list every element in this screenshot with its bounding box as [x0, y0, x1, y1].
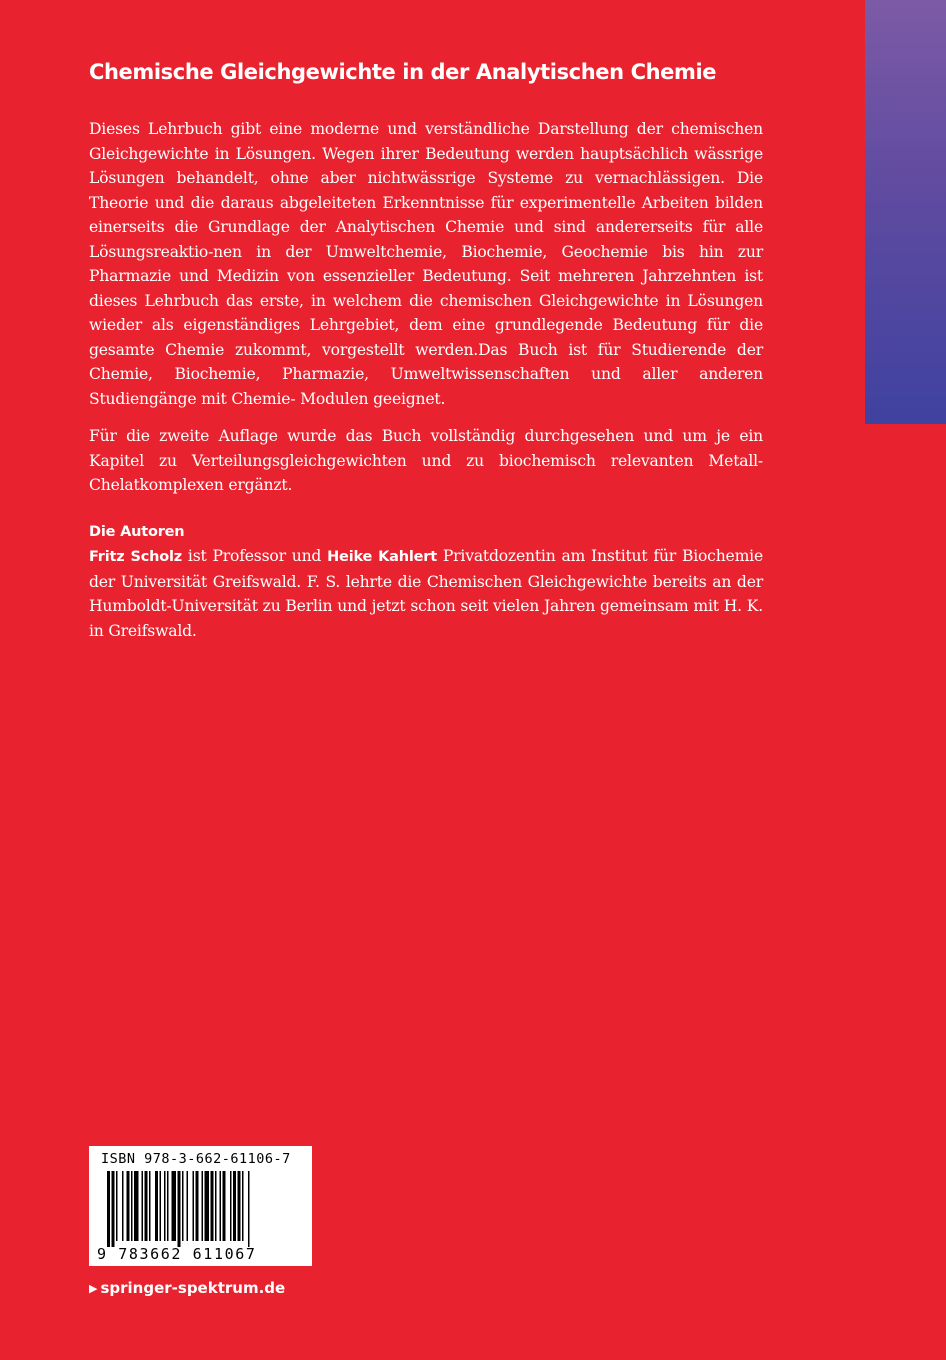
barcode-bar	[220, 1171, 222, 1241]
author-name-1: Fritz Scholz	[89, 549, 182, 565]
barcode-bar	[238, 1171, 241, 1241]
barcode-bar	[131, 1171, 133, 1241]
barcode-bar	[122, 1171, 124, 1241]
arrow-right-icon: ▶	[89, 1281, 98, 1295]
isbn-label: ISBN 978-3-662-61106-7	[101, 1151, 291, 1167]
description-body	[89, 117, 763, 656]
barcode-bar	[160, 1171, 162, 1241]
publisher-url-text: springer-spektrum.de	[100, 1279, 286, 1297]
authors-paragraph	[89, 544, 763, 643]
decorative-color-strip	[865, 0, 946, 424]
barcode-bar	[149, 1171, 151, 1241]
publisher-url[interactable]	[89, 1279, 285, 1297]
barcode-bar	[233, 1171, 236, 1241]
barcode-bar	[223, 1171, 226, 1241]
barcode-bar	[193, 1171, 195, 1241]
barcode-bar	[127, 1171, 130, 1241]
barcode-bar	[116, 1171, 118, 1241]
description-paragraph-1: Dieses Lehrbuch gibt eine moderne und verständliche Darstellung der chemischen Gleichgewichte in Lösungen. Wegen ihrer Bedeutung werden hauptsächlich wässrige Lösungen behandelt, ohne aber nichtwässrige Systeme zu vernachlässigen. Die Theorie und die daraus abgeleiteten Erkenntnisse für experimentelle Arbeiten bilden einerseits die Grundlage der Analytischen Chemie und sind andererseits für alle Lösungsreaktio-nen in der Umweltchemie, Biochemie, Geochemie bis hin zur Pharmazie und Medizin von essenzieller Bedeutung. Seit mehreren Jahrzehnten ist dieses Lehrbuch das erste, in welchem die chemischen Gleichgewichte in Lösungen wieder als eigenständiges Lehrgebiet, dem eine grundlegende Bedeutung für die gesamte Chemie zukommt, vorgestellt werden.Das Buch ist für Studierende der Chemie, Biochemie, Pharmazie, Umweltwissenschaften und aller anderen Studiengänge mit Chemie- Modulen geeignet.	[89, 120, 763, 408]
barcode-bar	[134, 1171, 139, 1241]
barcode-bar	[215, 1171, 217, 1241]
barcode-bar	[167, 1171, 169, 1241]
barcode-bar	[248, 1171, 250, 1247]
barcode-bar	[242, 1171, 244, 1241]
barcode-bar	[107, 1171, 110, 1247]
author-name-2: Heike Kahlert	[327, 549, 437, 565]
authors-text-1: ist Professor und	[182, 547, 328, 565]
barcode-bar	[112, 1171, 115, 1247]
barcode-bar	[155, 1171, 158, 1241]
barcode-bar	[202, 1171, 204, 1241]
barcode-bar	[145, 1171, 148, 1241]
barcode-bar	[196, 1171, 199, 1241]
barcode-bar	[205, 1171, 210, 1241]
barcode-bar	[164, 1171, 166, 1241]
barcode-bar	[211, 1171, 214, 1241]
barcode-graphic	[107, 1171, 297, 1247]
barcode-bar	[182, 1171, 184, 1241]
back-cover-title: Chemische Gleichgewichte in der Analytischen Chemie	[89, 60, 717, 84]
barcode-bar	[187, 1171, 189, 1241]
isbn-barcode-box	[89, 1146, 312, 1266]
barcode-bar	[178, 1171, 181, 1247]
description-paragraph-2: Für die zweite Auflage wurde das Buch vollständig durchgesehen und um je ein Kapitel zu Verteilungsgleichgewichten und zu biochemisch relevanten Metall-Chelatkomplexen ergänzt.	[89, 427, 763, 494]
barcode-digits: 9 783662 611067	[97, 1245, 257, 1263]
barcode-bar	[230, 1171, 232, 1241]
authors-text-2: Privatdozentin am Institut für Biochemie der Universität Greifswald. F. S. lehrte die Chemischen Gleichgewichte bereits an der Humboldt-Universität zu Berlin und jetzt schon seit vielen Jahren gemeinsam mit H. K. in Greifswald.	[89, 547, 763, 640]
barcode-bar	[142, 1171, 144, 1241]
barcode-bar	[172, 1171, 177, 1241]
authors-heading: Die Autoren	[89, 523, 185, 540]
